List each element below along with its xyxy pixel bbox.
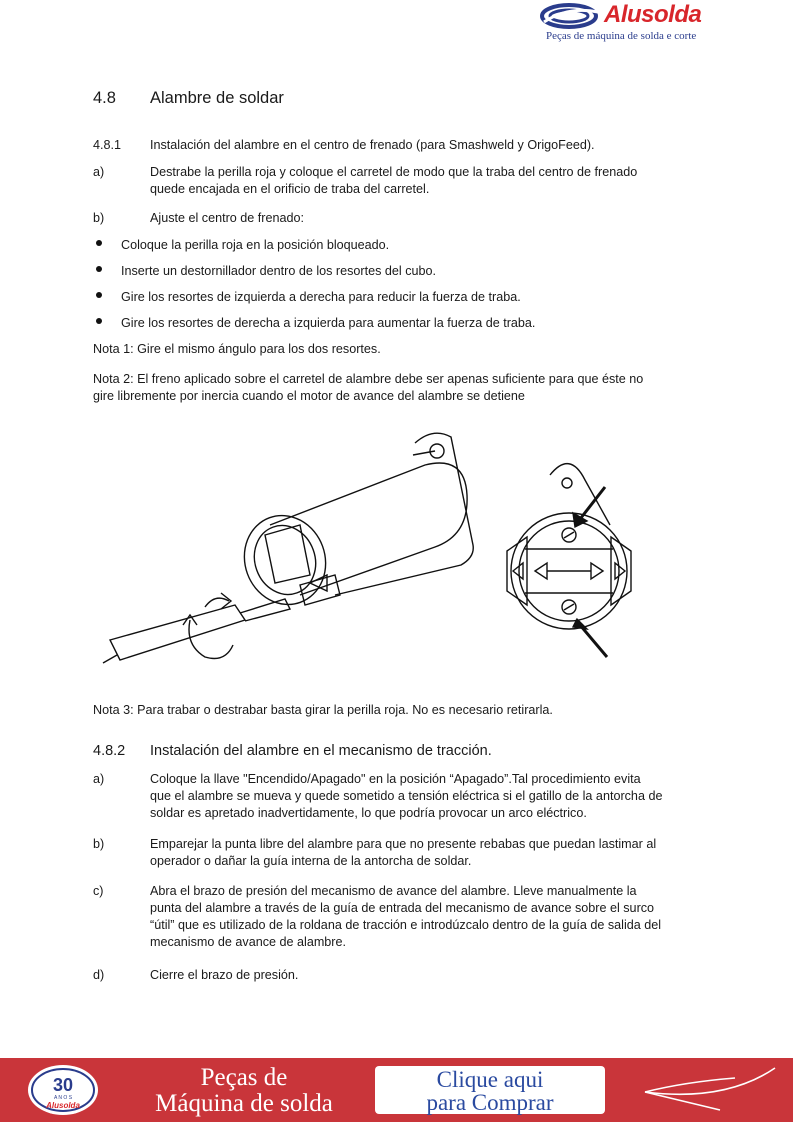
list-item-line: mecanismo de avance de alambre. <box>150 935 347 949</box>
cta-line-2: para Comprar <box>426 1090 554 1115</box>
list-item-line: “útil” que es utilizado de la roldana de tracción e introdúzcalo dentro de la guía de salida del <box>150 918 662 932</box>
bracket-shape <box>335 433 473 595</box>
list-item-line: Abra el brazo de presión del mecanismo de avance del alambre. Lleve manualmente la <box>150 884 637 898</box>
hub-left-tab <box>507 537 527 605</box>
list-item-line: operador o dañar la guía interna de la antorcha de soldar. <box>150 854 472 868</box>
buy-button[interactable] <box>375 1066 605 1114</box>
banner-headline <box>120 1065 368 1117</box>
pointer-arrow-bottom-icon <box>580 625 607 657</box>
hub-left-arrow-icon <box>535 563 547 579</box>
section-title: Alambre de soldar <box>150 89 284 107</box>
hub-right-arrow-icon <box>591 563 603 579</box>
note-1: Nota 1: Gire el mismo ángulo para los dos resortes. <box>93 342 381 356</box>
bullet-text: Inserte un destornillador dentro de los resortes del cubo. <box>121 264 437 278</box>
bullet-icon <box>96 318 102 324</box>
30-anos-badge-icon <box>26 1063 100 1117</box>
list-label: b) <box>93 837 105 851</box>
hub-right-tab <box>611 537 631 605</box>
list-item-line: Coloque la llave "Encendido/Apagado" en la posición “Apagado”.Tal procedimiento evita <box>150 772 641 786</box>
subsection-number: 4.8.1 <box>93 138 122 152</box>
note-2 <box>93 371 713 405</box>
subsection-title: Instalación del alambre en el mecanismo de tracción. <box>150 743 492 759</box>
banner-line-1: Peças de <box>200 1064 288 1091</box>
bullet-text: Gire los resortes de derecha a izquierda para aumentar la fuerza de traba. <box>121 316 536 330</box>
badge-number: 30 <box>52 1075 74 1095</box>
brand-tagline: Peças de máquina de solda e corte <box>546 30 697 42</box>
bracket-top-hole <box>562 478 572 488</box>
brake-hub-illustration <box>95 425 655 685</box>
list-item-line: soldar es apretado inadvertidamente, lo que podría provocar un arco eléctrico. <box>150 806 587 820</box>
screwdriver-shaft <box>240 599 290 621</box>
screwdriver-handle <box>110 605 245 660</box>
list-label: c) <box>93 884 104 898</box>
shop-banner[interactable] <box>0 1058 793 1122</box>
list-item-line: Destrabe la perilla roja y coloque el carretel de modo que la traba del centro de frenado <box>150 165 638 179</box>
arrow-left-icon <box>625 1062 785 1118</box>
note-line: gire libremente por inercia cuando el motor de avance del alambre se detiene <box>93 389 525 403</box>
banner-line-2: Máquina de solda <box>155 1090 333 1117</box>
bullet-text: Gire los resortes de izquierda a derecha para reducir la fuerza de traba. <box>121 290 521 304</box>
subsection-title: Instalación del alambre en el centro de frenado (para Smashweld y OrigoFeed). <box>150 138 595 152</box>
bullet-icon <box>96 292 102 298</box>
list-item: Cierre el brazo de presión. <box>150 968 299 982</box>
list-item <box>150 883 710 951</box>
bullet-icon <box>96 266 102 272</box>
list-label: a) <box>93 772 105 786</box>
note-line: Nota 2: El freno aplicado sobre el carretel de alambre debe ser apenas suficiente para que éste no <box>93 372 644 386</box>
brand-name: Alusolda <box>604 1 702 28</box>
alusolda-swoosh-icon <box>538 2 604 32</box>
list-item-line: que el alambre se mueva y quede sometido a tensión eléctrica si el gatillo de la antorcha de <box>150 789 663 803</box>
list-item <box>150 164 710 198</box>
list-item-line: Emparejar la punta libre del alambre para que no presente rebabas que puedan lastimar al <box>150 837 657 851</box>
hub-cylinder-body <box>270 463 467 595</box>
badge-sub: A N O S <box>53 1095 73 1101</box>
list-item-line: punta del alambre a través de la guía de entrada del mecanismo de avance sobre el surco <box>150 901 655 915</box>
bracket-pin <box>413 451 435 455</box>
section-number: 4.8 <box>93 89 116 107</box>
list-item <box>150 771 710 822</box>
subsection-number: 4.8.2 <box>93 743 126 759</box>
note-3: Nota 3: Para trabar o destrabar basta girar la perilla roja. No es necesario retirarla. <box>93 703 553 717</box>
list-item <box>150 836 710 870</box>
brand-logo <box>538 2 738 46</box>
bullet-text: Coloque la perilla roja en la posición bloqueado. <box>121 238 390 252</box>
badge-brand: Alusolda <box>46 1101 80 1110</box>
cta-line-1: Clique aqui <box>436 1067 544 1092</box>
list-label: a) <box>93 165 105 179</box>
list-label: d) <box>93 968 105 982</box>
bullet-icon <box>96 240 102 246</box>
list-label: b) <box>93 211 105 225</box>
list-item-line: quede encajada en el orificio de traba del carretel. <box>150 182 430 196</box>
list-item: Ajuste el centro de frenado: <box>150 211 305 225</box>
